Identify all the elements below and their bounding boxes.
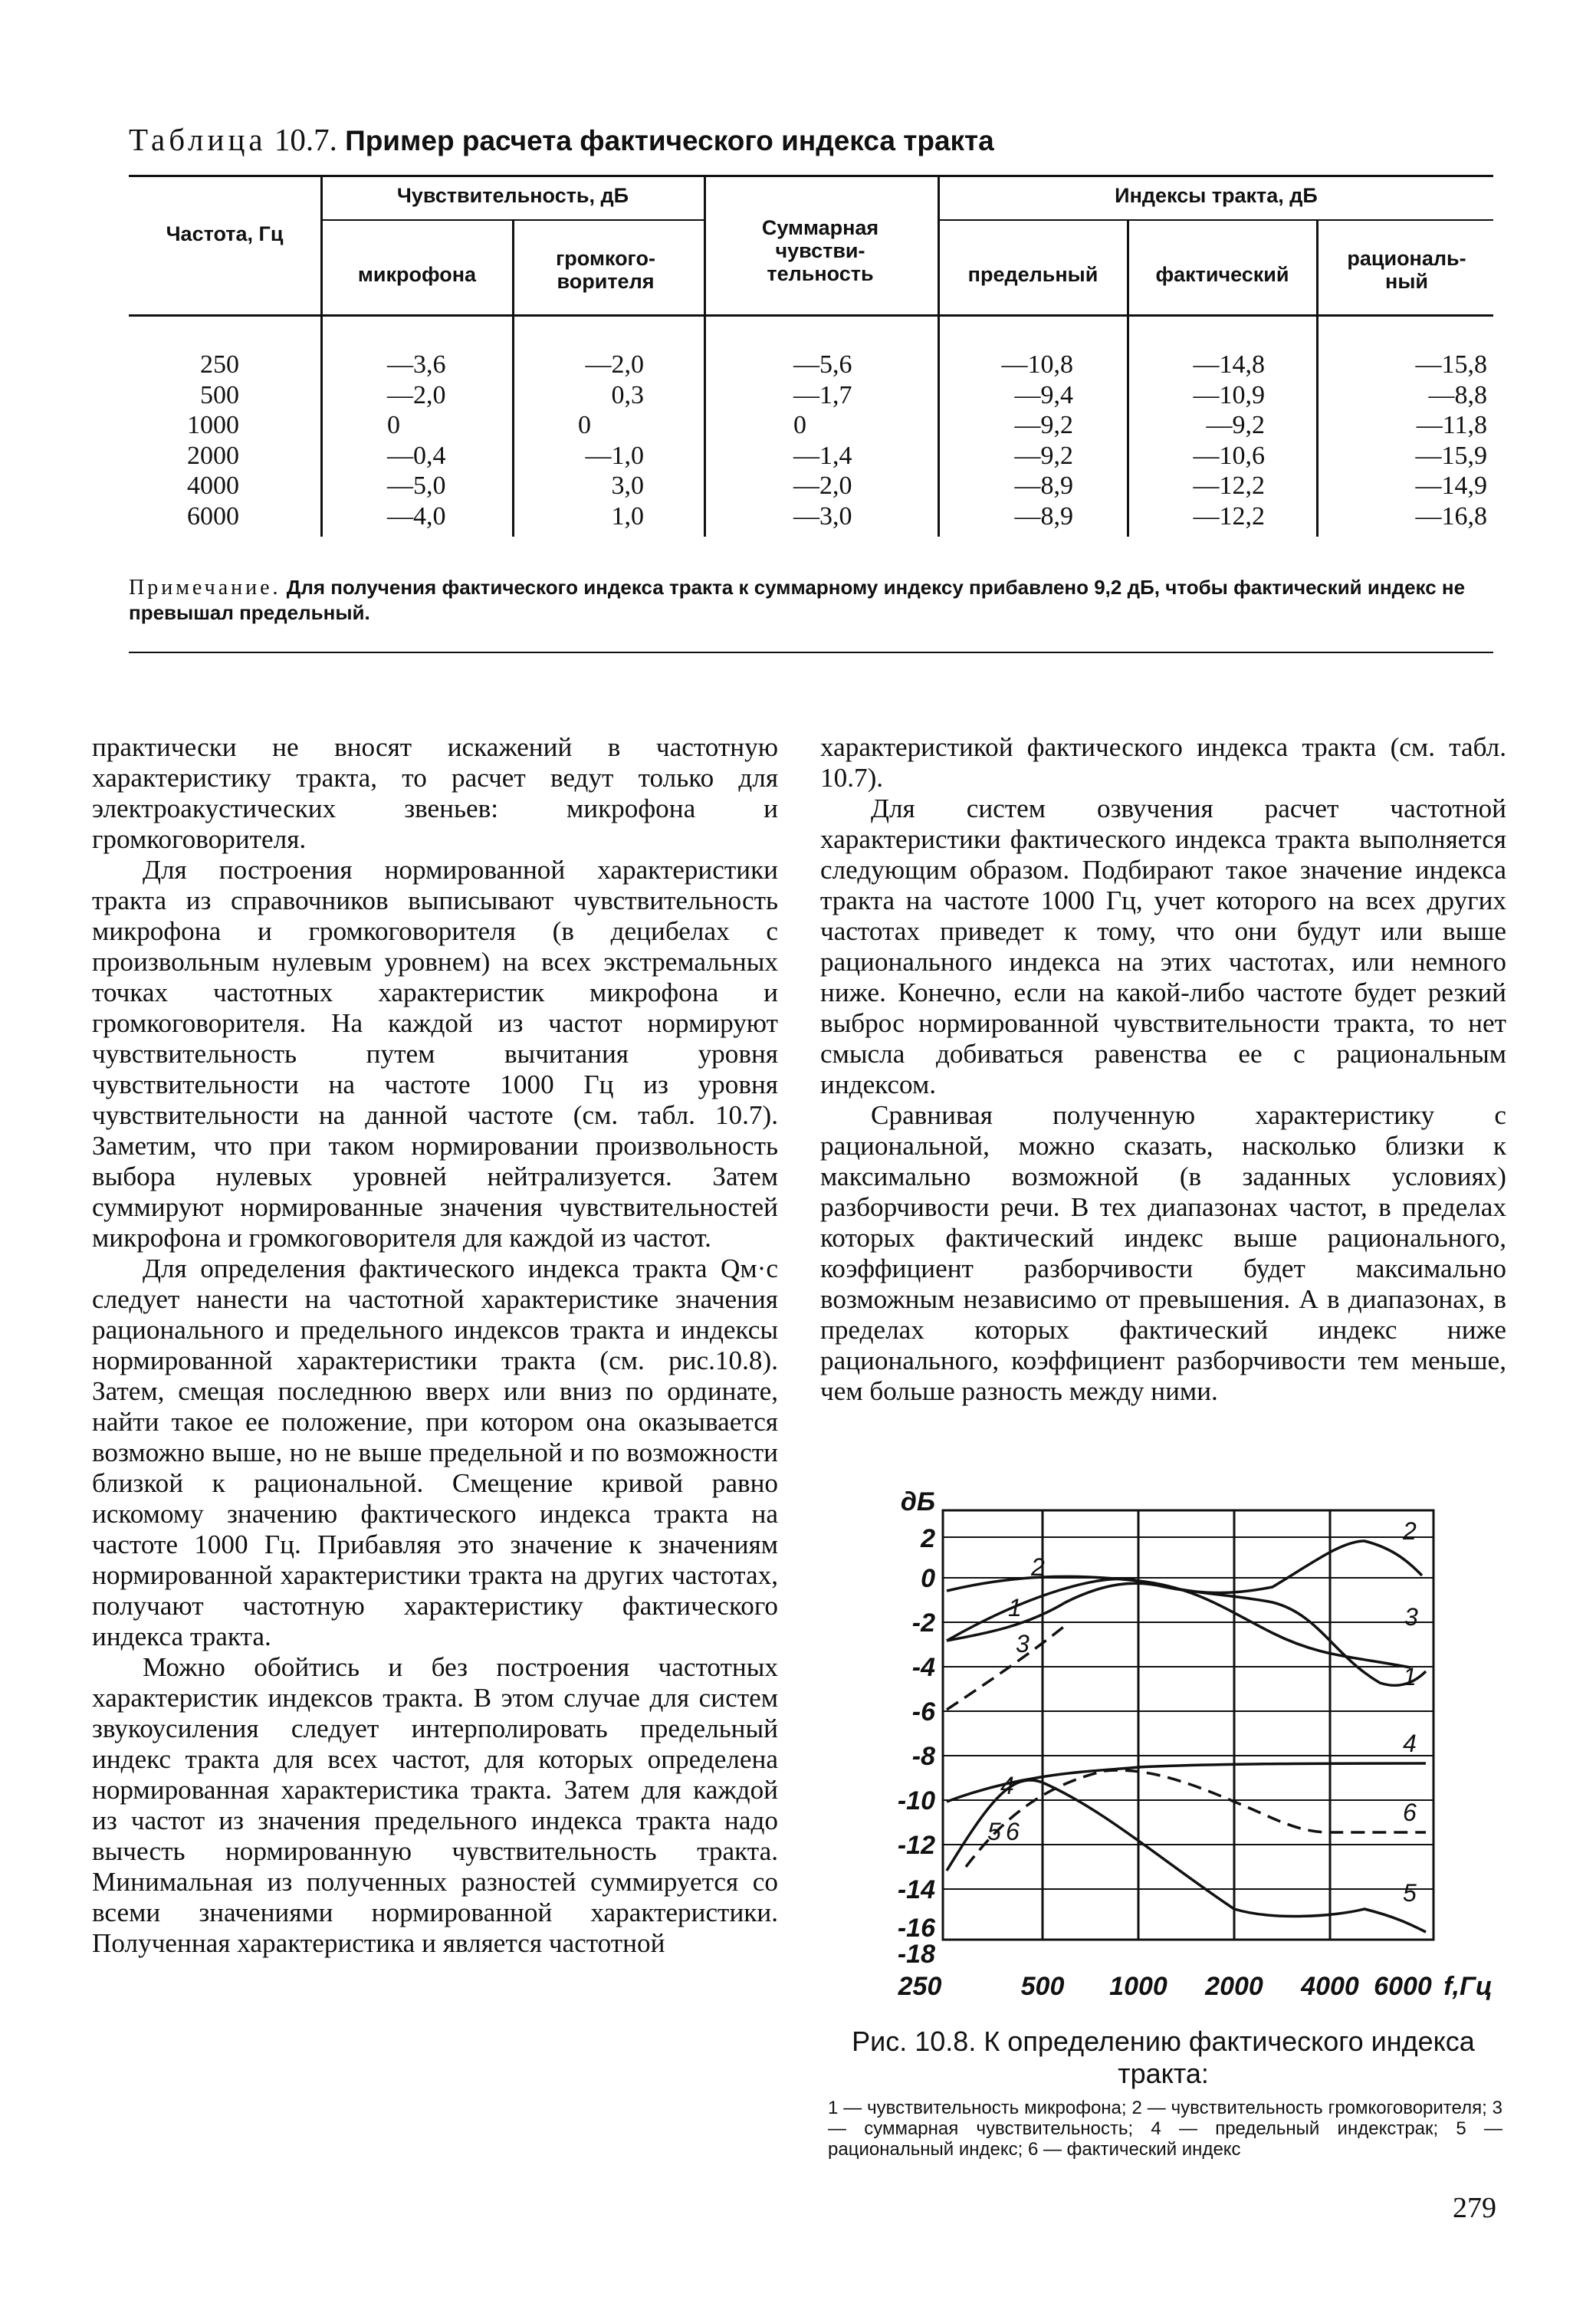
header-sensitivity: Чувствительность, дБ [396,184,629,207]
header-indices: Индексы тракта, дБ [1115,184,1318,207]
table-subrule-indices [939,219,1493,221]
curve-label: 6 [1006,1818,1020,1845]
table-cell: —14,9 [1415,472,1487,501]
text-column-right [820,732,1506,1407]
page-number: 279 [1453,2192,1496,2224]
table-cell: —8,9 [1014,501,1073,531]
table-cell: —3,0 [793,501,852,531]
table-cell: —2,0 [793,472,852,501]
table-bottom-rule [129,652,1493,653]
table-cell: —15,9 [1415,441,1487,470]
table-cell: —8,9 [1014,472,1073,501]
table-note-text: Для получения фактического индекса тракта к суммарному индексу прибавлено 9,2 дБ, чтобы фактический индекс не превышал предельный. [129,576,1466,624]
table-cell: —2,0 [585,350,644,379]
header-speaker: громкого-ворителя [556,247,655,293]
y-axis-unit: дБ [900,1487,935,1516]
x-axis-unit: f,Гц [1443,1972,1493,2001]
curve-6-actual-dashed [966,1770,1426,1867]
x-tick-label: 4000 [1301,1972,1359,2001]
table-cell: —1,4 [793,441,852,470]
table-cell: —9,4 [1014,380,1073,409]
header-limit-index: предельный [967,263,1098,286]
table-caption-lead: Таблица [129,122,267,157]
y-tick-label: -4 [911,1653,935,1682]
table-cell: —12,2 [1193,472,1265,501]
table-cell: —8,8 [1428,380,1487,409]
table-caption-title: Пример расчета фактического индекса тракта [345,125,994,156]
table-cell: —1,0 [585,441,644,470]
table-cell: —0,4 [387,441,446,470]
paragraph: Сравнивая полученную характеристику с рациональной, можно сказать, насколько близки к максимально возможной (в заданных условиях) разборчивости речи. В тех диапазонах частот, в пределах которых фактический индекс выше рационального, коэффициент разборчивости будет максимально возможным независимо от превышения. А в диапазонах, в пределах которых фактический индекс ниже рационального, коэффициент разборчивости тем меньше, чем больше разность между ними. [820,1100,1506,1406]
x-tick-label: 6000 [1374,1972,1432,2001]
table-cell: —9,2 [1014,411,1073,440]
paragraph: Для построения нормированной характеристики тракта из справочников выписывают чувствительность микрофона и громкоговорителя (в децибелах с произвольным нулевым уровнем) на всех экстремальных точках частотных характеристик микрофона и громкоговорителя. На каждой из частот нормируют чувствительность путем вычитания уровня чувствительности на частоте 1000 Гц из уровня чувствительности на данной частоте (см. табл. 10.7). Заметим, что при таком нормировании произвольность выбора нулевых уровней нейтрализуется. Затем суммируют нормированные значения чувствительностей микрофона и громкоговорителя для каждой из частот. [92,855,778,1253]
table-cell: —2,0 [387,380,446,409]
x-tick-label: 1000 [1109,1972,1167,2001]
curve-label: 3 [1016,1630,1030,1658]
table-cell: —16,8 [1415,501,1487,531]
header-rational-index: рациональ-ный [1347,247,1466,293]
curve-label: 3 [1404,1603,1418,1631]
x-axis-labels [898,1972,1493,2001]
curve-label: 6 [1403,1799,1417,1826]
table-cell: 1,0 [611,501,644,531]
curve-3-total [947,1541,1422,1641]
figure-caption: Рис. 10.8. К определению фактического индекса тракта: [852,2026,1475,2089]
curve-label: 2 [1403,1517,1417,1545]
header-microphone: микрофона [357,263,477,286]
paragraph: практически не вносят искажений в частотную характеристику тракта, то расчет ведут только для электроакустических звеньев: микрофона и громкоговорителя. [92,732,778,854]
y-tick-label: -18 [897,1940,935,1969]
curve-5-rational [947,1780,1426,1932]
table-header-rule [129,314,1493,317]
column-frequency [130,350,239,532]
table-divider [704,176,706,537]
table-note-lead: Примечание. [129,576,281,600]
curve-label: 1 [1403,1663,1417,1691]
y-tick-label: -6 [911,1697,935,1727]
x-tick-label: 250 [898,1972,942,2001]
table-divider [512,221,514,537]
curve-label: 4 [1000,1772,1014,1799]
column-total-sensitivity [793,350,901,532]
table-cell: —9,2 [1014,441,1073,470]
paragraph: Для систем озвучения расчет частотной характеристики фактического индекса тракта выполняется следующим образом. Подбирают такое значение индекса тракта на частоте 1000 Гц, учет которого на всех других частотах приведет к тому, что они будут или выше рационального индекса на этих частотах, или немного ниже. Конечно, если на какой-либо частоте будет резкий выброс нормированной чувствительности тракта, то нет смысла добиваться равенства ее с рациональным индексом. [820,794,1506,1099]
table-cell: —10,6 [1193,441,1265,470]
table-cell: —5,0 [387,472,446,501]
table-note [129,575,1493,625]
column-speaker [552,350,644,532]
table-cell: —3,6 [387,350,446,379]
table-cell: 6000 [187,501,239,531]
table-cell: —10,9 [1193,380,1265,409]
column-microphone [387,350,494,532]
y-tick-label: -8 [911,1742,935,1771]
y-tick-label: -12 [897,1831,935,1860]
figure-legend: 1 — чувствительность микрофона; 2 — чувствительность громкоговорителя; 3 — суммарная чувствительность; 4 — предельный индекстрак; 5 — рациональный индекс; 6 — фактический индекс [828,2098,1502,2160]
table-cell: 500 [200,380,239,409]
table-cell: —1,7 [793,380,852,409]
table-cell: —4,0 [387,501,446,531]
table-cell: —15,8 [1415,350,1487,379]
table-caption [129,121,994,158]
table-cell: 1000 [187,411,239,440]
paragraph: характеристикой фактического индекса тракта (см. табл. 10.7). [820,732,1506,793]
table-cell: —11,8 [1416,411,1487,440]
table-cell: 3,0 [611,472,644,501]
text-column-left [92,732,778,1959]
paragraph: Для определения фактического индекса тракта Qм·с следует нанести на частотной характеристике значения рационального и предельного индексов тракта и индексы нормированной характеристики тракта (см. рис.10.8). Затем, смещая последнюю вверх или вниз по ординате, найти такое ее положение, при котором она оказывается возможно выше, но не выше предельной и по возможности близкой к рациональной. Смещение кривой равно искомому значению фактического индекса тракта на частоте 1000 Гц. Прибавляя это значение к значениям нормированной характеристики тракта на других частотах, получают частотную характеристику фактического индекса тракта. [92,1254,778,1651]
y-tick-label: -2 [911,1608,935,1638]
column-actual-index [1154,350,1265,532]
table-cell: —14,8 [1193,350,1265,379]
curve-label: 4 [1403,1730,1417,1757]
table-cell: 4000 [187,472,239,501]
table-cell: —9,2 [1206,411,1265,440]
curve-label: 1 [1008,1594,1022,1622]
table-divider [320,176,323,537]
header-actual-index: фактический [1155,263,1289,286]
curve-label: 2 [1031,1553,1045,1581]
y-tick-label: -14 [897,1875,935,1904]
table-cell: —5,6 [793,350,852,379]
y-tick-label: 0 [921,1564,935,1593]
y-tick-label: 2 [921,1524,935,1553]
header-total-sensitivity: Суммарная чувстви-тельность [761,216,879,285]
table-cell: 250 [200,350,239,379]
table-cell: —12,2 [1193,501,1265,531]
table-caption-number: 10.7. [274,122,337,157]
y-tick-label: -10 [897,1786,935,1815]
table-cell: 0 [793,411,806,440]
table-divider [938,176,940,537]
column-rational-index [1357,350,1487,532]
x-tick-label: 500 [1020,1972,1065,2001]
header-frequency: Частота, Гц [166,222,284,245]
column-limit-index [966,350,1073,532]
x-tick-label: 2000 [1205,1972,1263,2001]
table-divider [1316,221,1319,537]
table-cell: —10,8 [1001,350,1073,379]
table-top-rule [129,175,1493,177]
curve-label: 5 [987,1818,1001,1845]
table-cell: 0 [578,411,591,440]
y-axis-labels [898,1487,936,1969]
curve-label: 5 [1403,1879,1417,1907]
paragraph: Можно обойтись и без построения частотных характеристик индексов тракта. В этом случае для систем звукоусиления следует интерполировать предельный индекс тракта для всех частот, для которых определена нормированная характеристика тракта. Затем для каждой из частот из значения предельного индекса тракта надо вычесть нормированную чувствительность тракта. Минимальная из полученных разностей суммируется со всеми значениями нормированной характеристики. Полученная характеристика и является частотной [92,1652,778,1958]
table-cell: 0 [387,411,400,440]
table-cell: 0,3 [611,380,644,409]
table-cell: 2000 [187,441,239,470]
figure-10-8-chart [874,1480,1502,2016]
y-tick-label: -16 [897,1914,935,1943]
